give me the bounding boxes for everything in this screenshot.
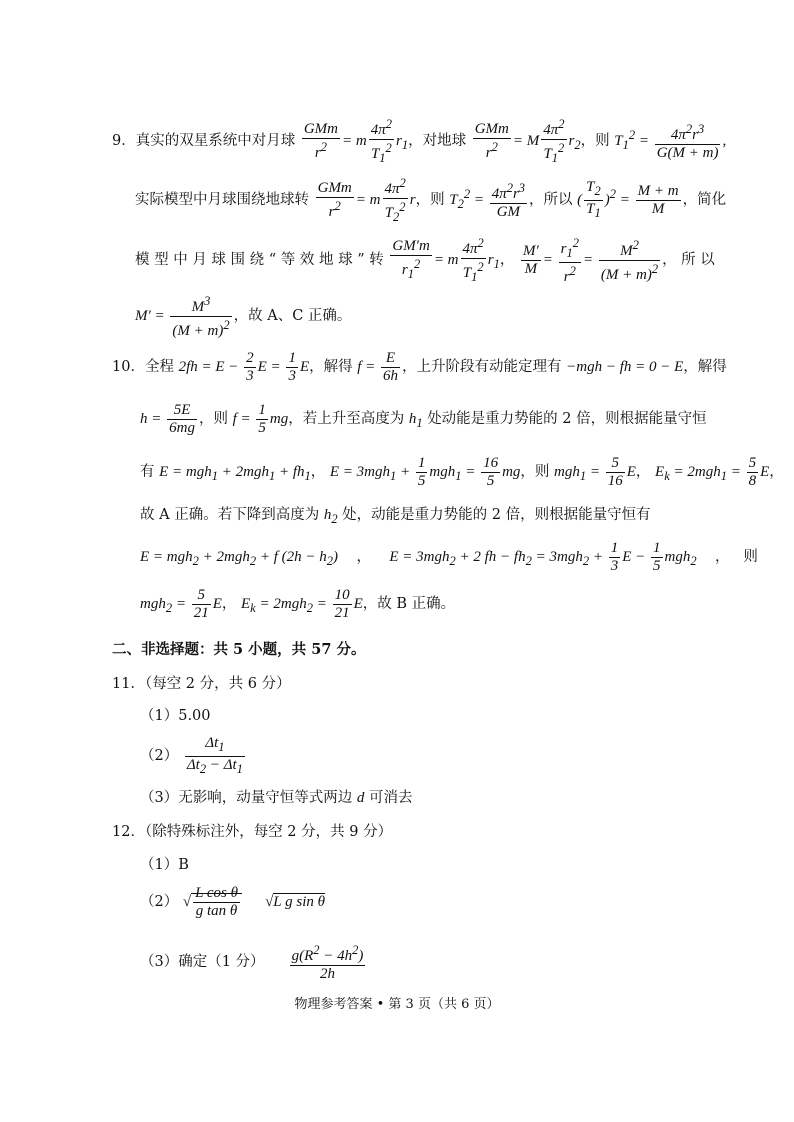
formula: d bbox=[356, 790, 365, 806]
q9-text: 实际模型中月球围绕地球转 bbox=[135, 191, 309, 208]
page-footer: 物理参考答案 • 第 3 页（共 6 页） bbox=[294, 997, 500, 1012]
q12-answer-2 bbox=[140, 885, 325, 920]
formula: E = 3mgh$_1$ + $\frac{1}{5}$ mgh$_1$ = $\frac{16}{5}$ mg bbox=[329, 455, 521, 489]
q10-text: 有 bbox=[140, 463, 155, 480]
formula: √L g sin θ bbox=[265, 893, 325, 910]
q10-text: 处，动能是重力势能的 2 倍，则根据能量守恒有 bbox=[342, 507, 651, 523]
formula: $h_1$ bbox=[408, 410, 423, 430]
formula: $T_2^2$ = $\frac{4\pi^2r^3}{GM}$ bbox=[449, 181, 526, 220]
formula: $E = mgh_1 + 2mgh_1 + fh_1$ bbox=[159, 463, 311, 483]
q9-text: ，对地球 bbox=[408, 132, 467, 149]
q11-answer-3-label: （3）无影响，动量守恒等式两边 bbox=[140, 790, 353, 806]
q10-text: ，解得 bbox=[309, 358, 353, 375]
formula: $E_k = 2mgh_2$ = $\frac{10}{21}$ E bbox=[241, 587, 363, 621]
q12-answer-2-label: （2） bbox=[140, 893, 179, 910]
q11-answer-2 bbox=[140, 735, 247, 778]
q9-text: ， 所 以 bbox=[662, 251, 715, 268]
q9-line-1 bbox=[112, 116, 726, 167]
formula: M′ = $\frac{M^3}{(M + m)^2}$ bbox=[135, 294, 230, 339]
formula: $\frac{\Delta t_1}{\Delta t_2 - \Delta t_1}$ bbox=[186, 735, 243, 776]
formula: E = mgh$_2$ + 2mgh$_2$ + f $(2h - h_2)$ bbox=[140, 548, 339, 568]
formula: E = 3mgh$_2$ + 2 fh − $fh_2 = 3mgh_2$ + $\frac{1}{3}$ E − $\frac{1}{5}$ mgh$_2$ bbox=[389, 540, 697, 574]
formula: $\frac{g(R^2 - 4h^2)}{2h}$ bbox=[291, 943, 364, 982]
q10-text: 则 bbox=[743, 548, 758, 565]
formula: $E_k = 2mgh_1$ = $\frac{5}{8}$ E bbox=[655, 455, 770, 489]
q10-line-6: mgh$_2$ = $\frac{5}{21}$ E， $E_k = 2mgh_2$ = $\frac{10}{21}$ E，故 B 正确。 bbox=[140, 587, 456, 621]
q10-number: 10． bbox=[112, 358, 145, 375]
q10-text: ，若上升至高度为 bbox=[288, 410, 405, 427]
q11-answer-2-label: （2） bbox=[140, 747, 179, 764]
formula: mgh$_1$ = $\frac{5}{16}$ E bbox=[554, 455, 636, 489]
q12-answer-3 bbox=[140, 942, 367, 983]
q10-line-2 bbox=[140, 402, 707, 437]
formula: f = $\frac{1}{5}$ mg bbox=[232, 402, 289, 436]
q9-text: ，简化 bbox=[682, 191, 727, 208]
q9-text: ，故 A、C 正确。 bbox=[233, 307, 352, 324]
q10-line-5: E = mgh$_2$ + 2mgh$_2$ + f $(2h - h_2)$ ， E = 3mgh$_2$ + 2 fh − $fh_2 = 3mgh_2$ + $\frac{1}{3}$ E − $\frac{1}{5}$ mgh$_2$ ， 则 bbox=[140, 540, 758, 574]
formula: $\frac{\text{GMm}}{r^2}$ = m $\frac{4\pi^2}{T_2^2}$ r bbox=[317, 176, 416, 224]
q9-line-4 bbox=[135, 293, 351, 340]
formula: $\frac{\text{GMm}}{r^2}$ = m $\frac{4\pi^2}{T_1^2}$ $r_1$ bbox=[303, 117, 409, 165]
formula: ( $\frac{T_2}{T_1}$ )$^2$ = $\frac{M + m}{M}$ bbox=[577, 179, 679, 220]
q10-text: ，解得 bbox=[683, 358, 727, 375]
q9-text: ，则 bbox=[415, 191, 445, 208]
q9-line-3 bbox=[135, 235, 715, 286]
q10-text: 处动能是重力势能的 2 倍，则根据能量守恒 bbox=[427, 410, 707, 427]
q9-text: ， bbox=[499, 251, 515, 268]
q10-text: ，则 bbox=[198, 410, 228, 427]
formula: h = $\frac{5E}{6mg}$ bbox=[140, 402, 195, 436]
q10-text: ，上升阶段有动能定理有 bbox=[402, 358, 562, 375]
q9-text: ，所以 bbox=[529, 191, 573, 208]
formula: 2fh = E − $\frac{2}{3}$ E = $\frac{1}{3}$ E bbox=[178, 350, 310, 384]
formula: $\frac{M'}{M}$ = $\frac{r_1^2}{r^2}$ = $\frac{M^2}{(M + m)^2}$ bbox=[523, 236, 659, 285]
formula: f = $\frac{E}{6h}$ bbox=[357, 350, 399, 384]
q10-text: ，则 bbox=[520, 463, 550, 480]
q10-line-4 bbox=[140, 503, 651, 527]
q10-line-3: 有 $E = mgh_1 + 2mgh_1 + fh_1$， E = 3mgh$_1$ + $\frac{1}{5}$ mgh$_1$ = $\frac{16}{5}$ mg，则 mgh$_1$ = $\frac{5}{16}$ E， $E_k = 2mgh_1$ = $\frac{5}{8}$ E， bbox=[140, 455, 784, 489]
formula: mgh$_2$ = $\frac{5}{21}$ E bbox=[140, 587, 222, 621]
q9-text: ，则 bbox=[580, 132, 610, 149]
q10-text: ，故 B 正确。 bbox=[362, 595, 456, 612]
q9-number: 9． bbox=[112, 132, 136, 149]
q10-text: 全程 bbox=[144, 358, 174, 375]
q10-text: 故 A 正确。若下降到高度为 bbox=[140, 507, 320, 523]
q11-answer-1: （1）5.00 bbox=[140, 708, 211, 724]
formula: $\frac{\text{GMm}}{r^2}$ = M $\frac{4\pi^2}{T_1^2}$ $r_2$ bbox=[474, 117, 581, 165]
q10-line-1 bbox=[112, 350, 727, 385]
q12-answer-3-label: （3）确定（1 分） bbox=[140, 953, 265, 970]
q9-text: 真实的双星系统中对月球 bbox=[135, 132, 296, 149]
q12-answer-1: （1）B bbox=[140, 857, 189, 873]
formula: $h_2$ bbox=[323, 507, 338, 526]
formula: $T_1^2$ = $\frac{4\pi^2r^3}{G(M + m)}$ , bbox=[614, 122, 727, 161]
q12-heading: 12．（除特殊标注外，每空 2 分，共 9 分） bbox=[112, 824, 393, 840]
formula: −mgh − fh = 0 − E bbox=[566, 358, 684, 375]
section-title: 二、非选择题：共 5 小题，共 57 分。 bbox=[112, 641, 366, 658]
q9-line-2 bbox=[135, 175, 726, 226]
q11-answer-3 bbox=[140, 786, 412, 807]
q11-heading: 11．（每空 2 分，共 6 分） bbox=[112, 676, 291, 692]
q9-text: 模 型 中 月 球 围 绕 “ 等 效 地 球 ” 转 bbox=[135, 251, 384, 268]
formula: √ $\frac{\text{L cos θ}}{\text{g tan θ}}$ bbox=[183, 893, 242, 910]
q11-answer-3-tail: 可消去 bbox=[368, 790, 413, 806]
formula: $\frac{GM'm}{r_1^2}$ = m $\frac{4\pi^2}{T_1^2}$ $r_1$ bbox=[392, 236, 500, 284]
